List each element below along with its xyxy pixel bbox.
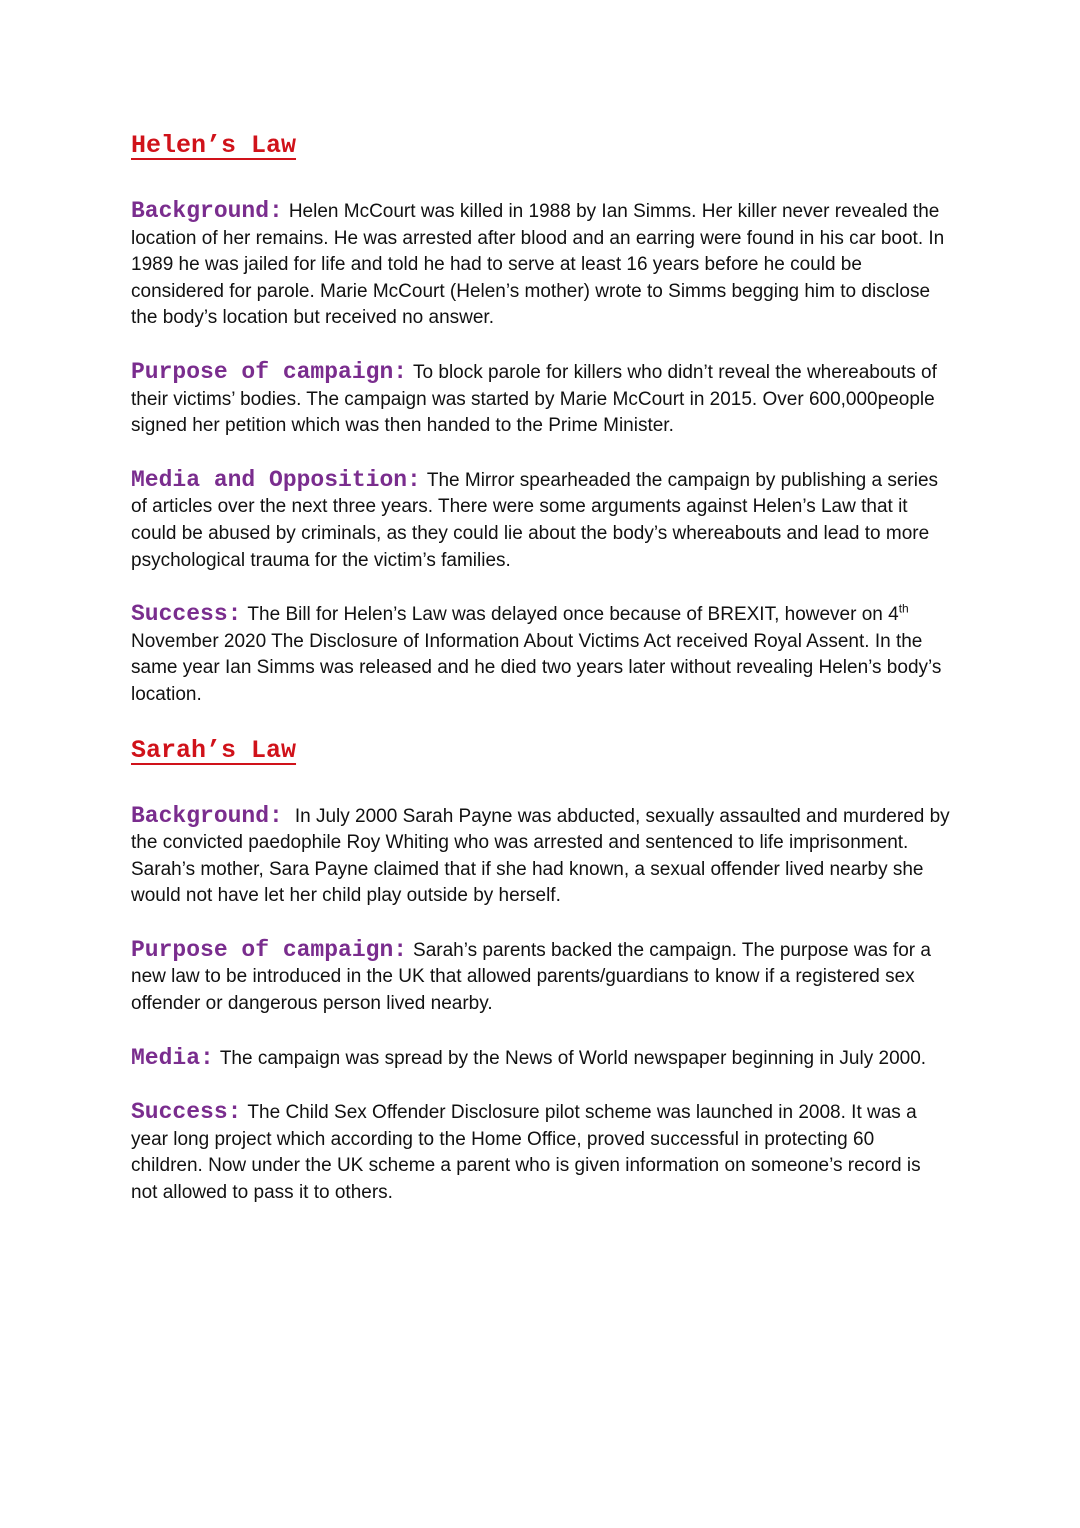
paragraph-text: The Mirror spearheaded the campaign by publishing a series of articles over the next three years. There were some arguments against Helen’s Law that it could be abused by criminals, as they could lie about the body’s whereabouts and lead to more psychological trauma for the victim’s families. bbox=[131, 469, 939, 571]
paragraph-label: Purpose of campaign: bbox=[131, 936, 408, 963]
paragraph-background bbox=[131, 198, 951, 332]
paragraph-text: The Child Sex Offender Disclosure pilot scheme was launched in 2008. It was a year long project which according to the Home Office, proved successful in protecting 60 children. Now under the UK scheme a parent who is given information on someone’s record is not allowed to pass it to others. bbox=[131, 1102, 921, 1204]
paragraph-text: To block parole for killers who didn’t reveal the whereabouts of their victims’ bodies. The campaign was started by Marie McCourt in 2015. Over 600,000people signed her petition which was then handed to the Prime Minister. bbox=[131, 361, 937, 437]
paragraph-success bbox=[131, 1099, 951, 1206]
paragraph-text-continued: November 2020 The Disclosure of Information About Victims Act received Royal Assent. In the same year Ian Simms was released and he died two years later without revealing Helen’s body’s location. bbox=[131, 630, 942, 705]
paragraph-label: Success: bbox=[131, 601, 242, 628]
paragraph-label: Media and Opposition: bbox=[131, 466, 421, 493]
paragraph-purpose bbox=[131, 937, 951, 1018]
paragraph-success bbox=[131, 601, 951, 708]
section-heading: Sarah’s Law bbox=[131, 735, 297, 765]
paragraph-text: Helen McCourt was killed in 1988 by Ian Simms. Her killer never revealed the location of her remains. He was arrested after blood and an earring were found in his car boot. In 1989 he was jailed for life and told he had to serve at least 16 years before he could be considered for parole. Marie McCourt (Helen’s mother) wrote to Simms begging him to disclose the body’s location but received no answer. bbox=[131, 201, 945, 329]
section-sarahs-law bbox=[131, 733, 951, 1207]
document-body bbox=[131, 128, 951, 1207]
paragraph-label: Background: bbox=[131, 198, 283, 224]
paragraph-media-opposition bbox=[131, 467, 951, 574]
paragraph-background bbox=[131, 803, 951, 910]
paragraph-label: Purpose of campaign: bbox=[131, 358, 408, 385]
paragraph-purpose bbox=[131, 359, 951, 440]
paragraph-label: Success: bbox=[131, 1099, 242, 1126]
paragraph-text: The Bill for Helen’s Law was delayed once because of BREXIT, however on 4 bbox=[247, 604, 899, 626]
paragraph-label: Media: bbox=[131, 1044, 214, 1071]
paragraph-text: In July 2000 Sarah Payne was abducted, sexually assaulted and murdered by the convicted paedophile Roy Whiting who was arrested and sentenced to life imprisonment. Sarah’s mother, Sara Payne claimed that if she had known, a sexual offender lived nearby she would not have let her child play outside by herself. bbox=[131, 805, 950, 907]
superscript-ordinal: th bbox=[898, 601, 909, 616]
section-heading: Helen’s Law bbox=[131, 131, 297, 160]
paragraph-label: Background: bbox=[131, 802, 283, 829]
section-helens-law bbox=[131, 128, 951, 709]
paragraph-media bbox=[131, 1045, 951, 1073]
paragraph-text: The campaign was spread by the News of World newspaper beginning in July 2000. bbox=[219, 1047, 927, 1069]
paragraph-text: Sarah’s parents backed the campaign. The purpose was for a new law to be introduced in the UK that allowed parents/guardians to know if a registered sex offender or dangerous person lived nearby. bbox=[131, 939, 931, 1015]
